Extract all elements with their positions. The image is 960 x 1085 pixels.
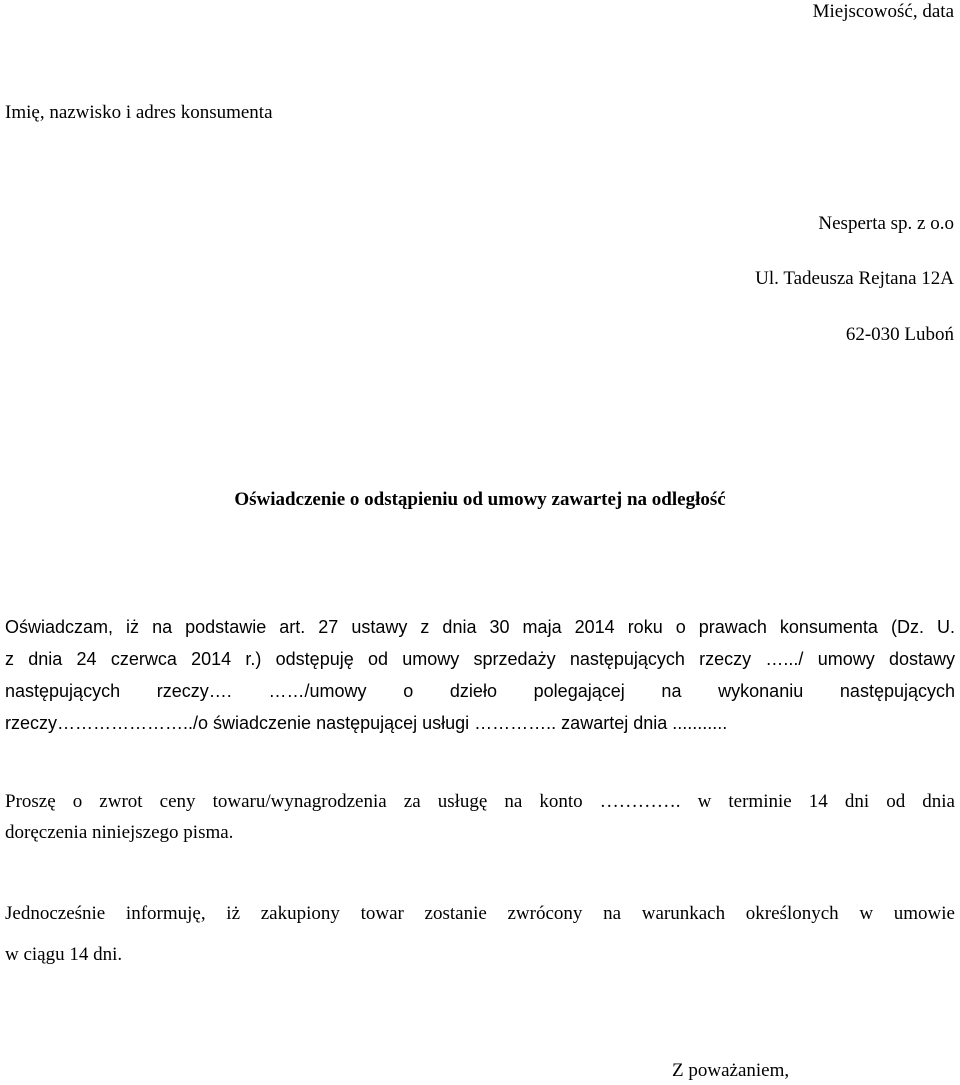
return-line-2: w ciągu 14 dni. [5, 944, 123, 965]
refund-request [5, 791, 955, 853]
withdrawal-statement [5, 617, 955, 745]
statement-line-2: z dnia 24 czerwca 2014 r.) odstępuję od umowy sprzedaży następujących rzeczy ….../ umowy dostawy [5, 649, 955, 669]
recipient-name: Nesperta sp. z o.o [818, 213, 954, 234]
document-title: Oświadczenie o odstąpieniu od umowy zawartej na odległość [234, 489, 726, 510]
closing-salutation: Z poważaniem, [672, 1060, 790, 1081]
recipient-street: Ul. Tadeusza Rejtana 12A [755, 268, 954, 289]
return-line-1: Jednocześnie informuję, iż zakupiony towar zostanie zwrócony na warunkach określonych w umowie [5, 903, 955, 924]
statement-line-1: Oświadczam, iż na podstawie art. 27 ustawy z dnia 30 maja 2014 roku o prawach konsumenta (Dz. U. [5, 617, 955, 637]
statement-line-3: następujących rzeczy…. ……/umowy o dzieło polegającej na wykonaniu następujących [5, 681, 955, 701]
refund-line-2: doręczenia niniejszego pisma. [5, 822, 234, 843]
return-information [5, 903, 955, 975]
refund-line-1: Proszę o zwrot ceny towaru/wynagrodzenia za usługę na konto …………. w terminie 14 dni od dnia [5, 791, 955, 812]
recipient-city: 62-030 Luboń [845, 324, 954, 345]
place-date: Miejscowość, data [812, 1, 954, 22]
consumer-placeholder: Imię, nazwisko i adres konsumenta [5, 102, 273, 123]
statement-line-4: rzeczy…………………../o świadczenie następującej usługi ………….. zawartej dnia ........... [5, 713, 728, 733]
